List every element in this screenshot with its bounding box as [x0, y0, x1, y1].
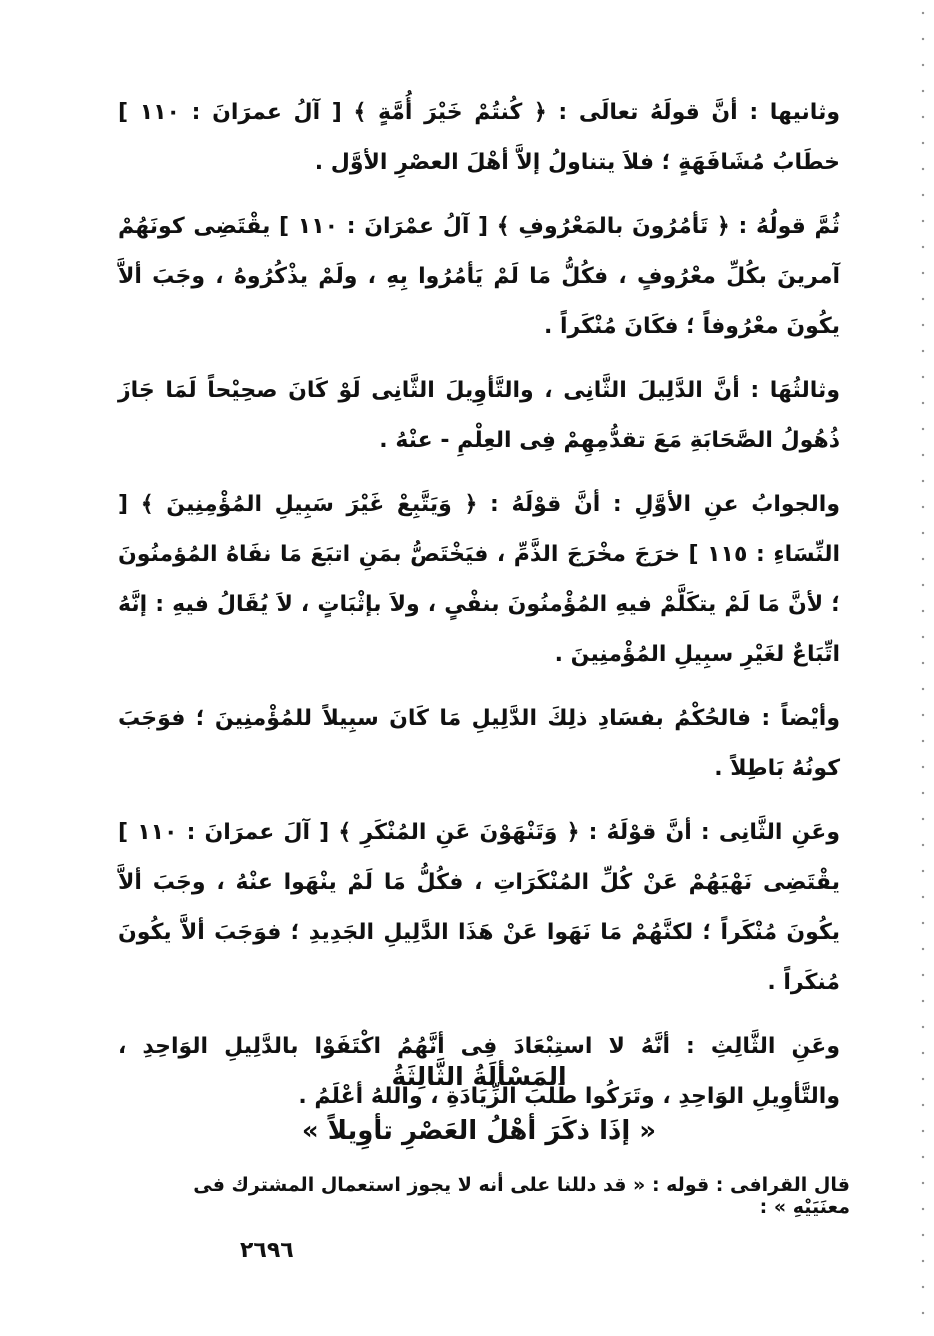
paragraph-4: والجوابُ عنِ الأوَّلِ : أنَّ قوْلَهُ : ﴿ وَيَتَّبِعْ غَيْرَ سَبِيلِ المُؤْمِنِينَ ﴾ [ النِّسَاءِ : ١١٥ ] خرَجَ مخْرَجَ الذَّمِّ ، فيَخْتَصُّ بمَنِ اتبَعَ مَا نفَاهُ المُؤمنُونَ ؛ لأنَّ مَا لَمْ يتكَلَّمْ فيهِ المُؤْمنُونَ بنفْىٍ ، ولاَ بإثْبَاتٍ ، لاَ يُقَالُ فيهِ : إنَّهُ اتِّبَاعٌ لغَيْرِ سبِيلِ المُؤْمنِينَ .: [118, 492, 840, 667]
footnote-text: قال القرافى : قوله : « قد دللنا على أنه لا يجوز استعمال المشترك فى معنَيَيْهِ » :: [193, 1174, 850, 1218]
scan-edge-dots: [918, 0, 928, 1336]
paragraph-3: وثالثُهَا : أنَّ الدَّلِيلَ الثَّانِى ، والتَّأوِيلَ الثَّانِى لَوْ كَانَ صحِيْحاً لَمَا جَازَ ذُهُولُ الصَّحَابَةِ مَعَ تقدُّمِهِمْ فِى العِلْمِ - عنْهُ .: [118, 378, 840, 453]
page-number: ٢٦٩٦: [240, 1238, 294, 1263]
section-subtitle: « إذَا ذكَرَ أهْلُ العَصْرِ تأوِيلاً »: [301, 1116, 657, 1146]
paragraph-6: وعَنِ الثَّانِى : أنَّ قوْلَهُ : ﴿ وَتَنْهَوْنَ عَنِ المُنْكَرِ ﴾ [ آلَ عمرَانَ : ١١٠ ] يقْتَضِى نَهْيَهُمْ عَنْ كُلِّ المُنْكَرَاتِ ، فكُلُّ مَا لَمْ ينْهَوا عنْهُ ، وجَبَ ألاَّ يكُونَ مُنْكَراً ؛ لكنَّهُمْ مَا نَهَوا عَنْ هَذَا الدَّلِيلِ الجَدِيدِ ؛ فوَجَبَ ألاَّ يكُونَ مُنكَراً .: [118, 820, 840, 995]
paragraph-2: ثُمَّ قولُهُ : ﴿ تَأمُرُونَ بالمَعْرُوفِ ﴾ [ آلُ عمْرَانَ : ١١٠ ] يقْتَضِى كونَهُمْ آمرينَ بكُلِّ معْرُوفٍ ، فكُلُّ مَا لَمْ يَأمُرُوا بِهِ ، ولَمْ يذْكُرُوهُ ، وجَبَ ألاَّ يكُونَ معْرُوفاً ؛ فكَانَ مُنْكَراً .: [118, 214, 840, 339]
section-title: المَسْألَةُ الثَّالِثَةُ: [391, 1062, 567, 1091]
main-text: [118, 88, 840, 1136]
paragraph-1: وثانيها : أنَّ قولَهُ تعالَى : ﴿ كُنتُمْ خَيْرَ أُمَّةٍ ﴾ [ آلُ عمرَانَ : ١١٠ ] خطَابُ مُشَافَهَةٍ ؛ فلاَ يتناولُ إلاَّ أهْلَ العصْرِ الأوَّل .: [118, 100, 841, 175]
paragraph-5: وأيْضاً : فالحُكْمُ بفسَادِ ذلِكَ الدَّلِيلِ مَا كَانَ سبِيلاً للمُؤْمنِينَ ؛ فوَجَبَ كونُهُ بَاطِلاً .: [118, 706, 840, 781]
paragraph-7: وعَنِ الثَّالِثِ : أنَّهُ لا استِبْعَادَ فِى أنَّهُمُ اكْتَفَوْا بالدَّلِيلِ الوَاحِدِ ، والتَّأوِيلِ الوَاحِدِ ، وتَرَكُوا طَلَبَ الزِّيَادَةِ ، واللهُ أعْلَمُ .: [118, 1034, 840, 1109]
